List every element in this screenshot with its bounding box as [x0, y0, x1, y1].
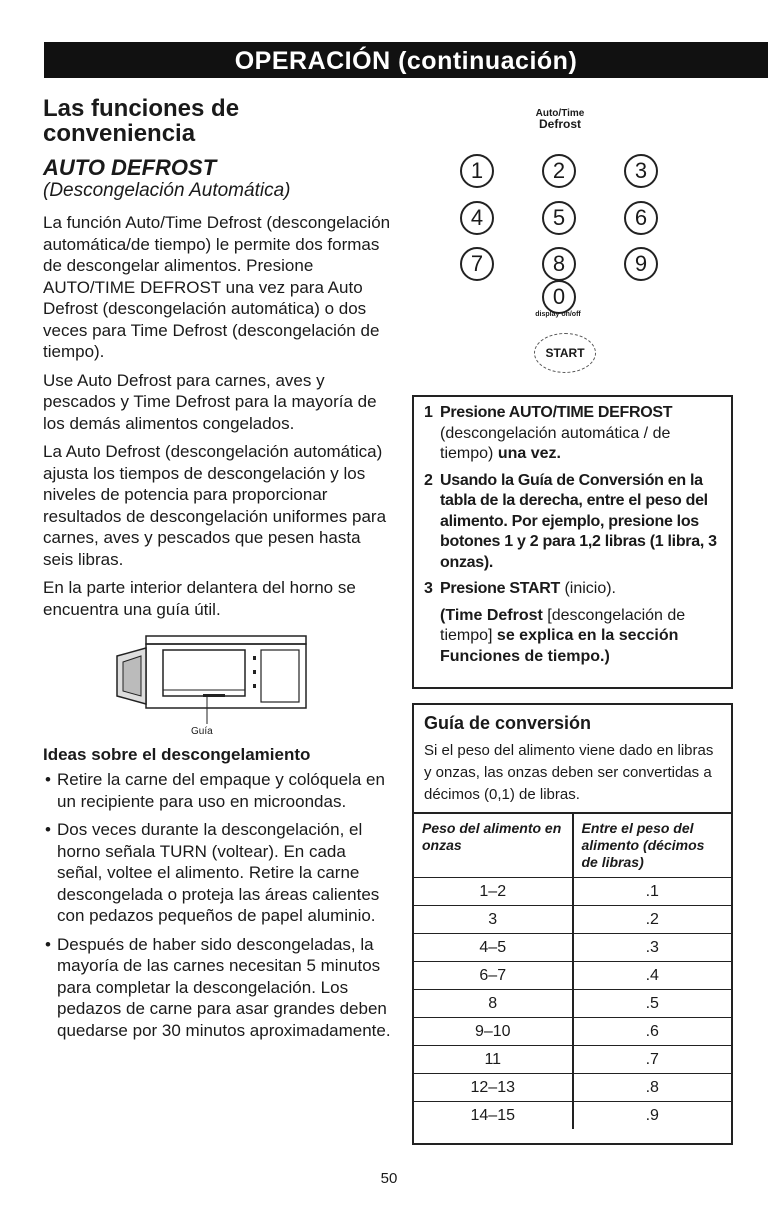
paragraph: Use Auto Defrost para carnes, aves y pescados y Time Defrost para la mayoría de los demás alimentos congelados. — [43, 370, 377, 433]
key-label: Defrost — [538, 117, 581, 131]
note-bold: (Time Defrost — [440, 606, 543, 624]
cell-ounces: 11 — [414, 1046, 573, 1074]
cell-ounces: 9–10 — [414, 1018, 573, 1046]
instructions-box — [412, 395, 733, 689]
key-8[interactable]: 8 — [542, 247, 576, 281]
cell-ounces: 6–7 — [414, 962, 573, 990]
key-7[interactable]: 7 — [460, 247, 494, 281]
key-label: Auto/Time — [535, 108, 585, 119]
section-heading: Las funciones de conveniencia — [43, 95, 240, 147]
table-row — [414, 1074, 731, 1102]
key-2[interactable]: 2 — [542, 154, 576, 188]
left-column — [43, 96, 393, 1048]
display-on-off-label: display on/off — [535, 311, 581, 318]
cell-ounces: 14–15 — [414, 1102, 573, 1130]
ideas-list — [43, 769, 393, 1041]
start-key[interactable]: START — [534, 333, 596, 373]
table-row — [414, 934, 731, 962]
feature-subtitle: (Descongelación Automática) — [43, 180, 291, 201]
list-item: • Retire la carne del empaque y colóquela en un recipiente para uso en microondas. — [43, 769, 393, 812]
cell-ounces: 8 — [414, 990, 573, 1018]
step-2 — [424, 471, 721, 574]
key-4[interactable]: 4 — [460, 201, 494, 235]
section-banner: OPERACIÓN (continuación) — [44, 42, 768, 78]
table-row — [414, 962, 731, 990]
cell-tenths: .5 — [573, 990, 732, 1018]
oven-illustration — [103, 634, 323, 744]
cell-ounces: 1–2 — [414, 878, 573, 906]
auto-time-defrost-key[interactable] — [522, 108, 598, 130]
table-header-row — [414, 813, 731, 878]
conversion-guide-box — [412, 703, 733, 1145]
step-number: 2 — [424, 471, 433, 489]
col-header-ounces: Peso del alimento en onzas — [414, 813, 573, 878]
ideas-heading: Ideas sobre el descongelamiento — [43, 745, 311, 764]
note-bold-end: se explica en la sección Funciones de tiempo.) — [440, 627, 679, 665]
keypad-illustration — [460, 108, 690, 388]
step-bold-text: Usando la Guía de Conversión en la tabla de la derecha, entre el peso del alimento. Por ejemplo, presione los botones 1 y 2 para 1,2 libras (1 libra, 3 onzas). — [440, 471, 717, 571]
step-number: 1 — [424, 404, 433, 421]
cell-tenths: .6 — [573, 1018, 732, 1046]
cell-tenths: .3 — [573, 934, 732, 962]
step-text: (inicio). — [564, 580, 616, 597]
key-6[interactable]: 6 — [624, 201, 658, 235]
conversion-table — [414, 812, 731, 1129]
cell-tenths: .7 — [573, 1046, 732, 1074]
cell-tenths: .2 — [573, 906, 732, 934]
step-bold-text: Presione START — [440, 580, 560, 597]
key-3[interactable]: 3 — [624, 154, 658, 188]
step-bold-text: Presione AUTO/TIME DEFROST — [440, 404, 673, 421]
note-text: [descongelación de tiempo] — [440, 606, 686, 644]
list-item: • Dos veces durante la descongelación, el horno señala TURN (voltear). En cada señal, voltee el alimento. Retire la carne descongelada o proteja las áreas calientes con pedazos pequeños de papel aluminio. — [43, 819, 393, 927]
table-row — [414, 1102, 731, 1130]
oven-drawing — [103, 634, 323, 744]
step-bold-end: una vez. — [497, 445, 561, 462]
col-header-tenths: Entre el peso del alimento (décimos de libras) — [573, 813, 732, 878]
table-row — [414, 990, 731, 1018]
time-defrost-note — [424, 606, 721, 668]
step-1 — [424, 403, 721, 465]
feature-title: AUTO DEFROST — [43, 155, 217, 180]
cell-tenths: .9 — [573, 1102, 732, 1130]
table-row — [414, 906, 731, 934]
cell-ounces: 4–5 — [414, 934, 573, 962]
cell-tenths: .4 — [573, 962, 732, 990]
paragraph: La Auto Defrost (descongelación automática) ajusta los tiempos de descongelación y los niveles de potencia para proporcionar resultados de descongelación uniformes para carnes, aves y pescados que pesen hasta seis libras. — [43, 442, 387, 569]
cell-ounces: 12–13 — [414, 1074, 573, 1102]
step-3 — [424, 579, 721, 600]
guide-title: Guía de conversión — [424, 713, 592, 733]
guide-label: Guía — [191, 726, 213, 737]
key-5[interactable]: 5 — [542, 201, 576, 235]
guide-text: Si el peso del alimento viene dado en libras y onzas, las onzas deben ser convertidas a décimos (0,1) de libras. — [424, 742, 714, 803]
cell-tenths: .1 — [573, 878, 732, 906]
paragraph: En la parte interior delantera del horno se encuentra una guía útil. — [43, 578, 356, 619]
step-text: (descongelación automática / de tiempo) — [440, 424, 671, 462]
key-9[interactable]: 9 — [624, 247, 658, 281]
list-item: • Después de haber sido descongeladas, la mayoría de las carnes necesitan 5 minutos para completar la descongelación. Los pedazos de carne para asar grandes deben quedarse por 30 minutos aproximadamente. — [43, 934, 393, 1042]
step-number: 3 — [424, 580, 433, 597]
table-row — [414, 1018, 731, 1046]
key-0[interactable]: 0 — [542, 280, 576, 314]
key-1[interactable]: 1 — [460, 154, 494, 188]
table-row — [414, 878, 731, 906]
paragraph: La función Auto/Time Defrost (descongelación automática/de tiempo) le permite dos formas de descongelar alimentos. Presione AUTO/TIME DEFROST una vez para Auto Defrost (descongelación automática) o dos veces para Time Defrost (descongelación de tiempo). — [43, 213, 391, 361]
page-number: 50 — [380, 1170, 398, 1187]
table-row — [414, 1046, 731, 1074]
cell-tenths: .8 — [573, 1074, 732, 1102]
cell-ounces: 3 — [414, 906, 573, 934]
